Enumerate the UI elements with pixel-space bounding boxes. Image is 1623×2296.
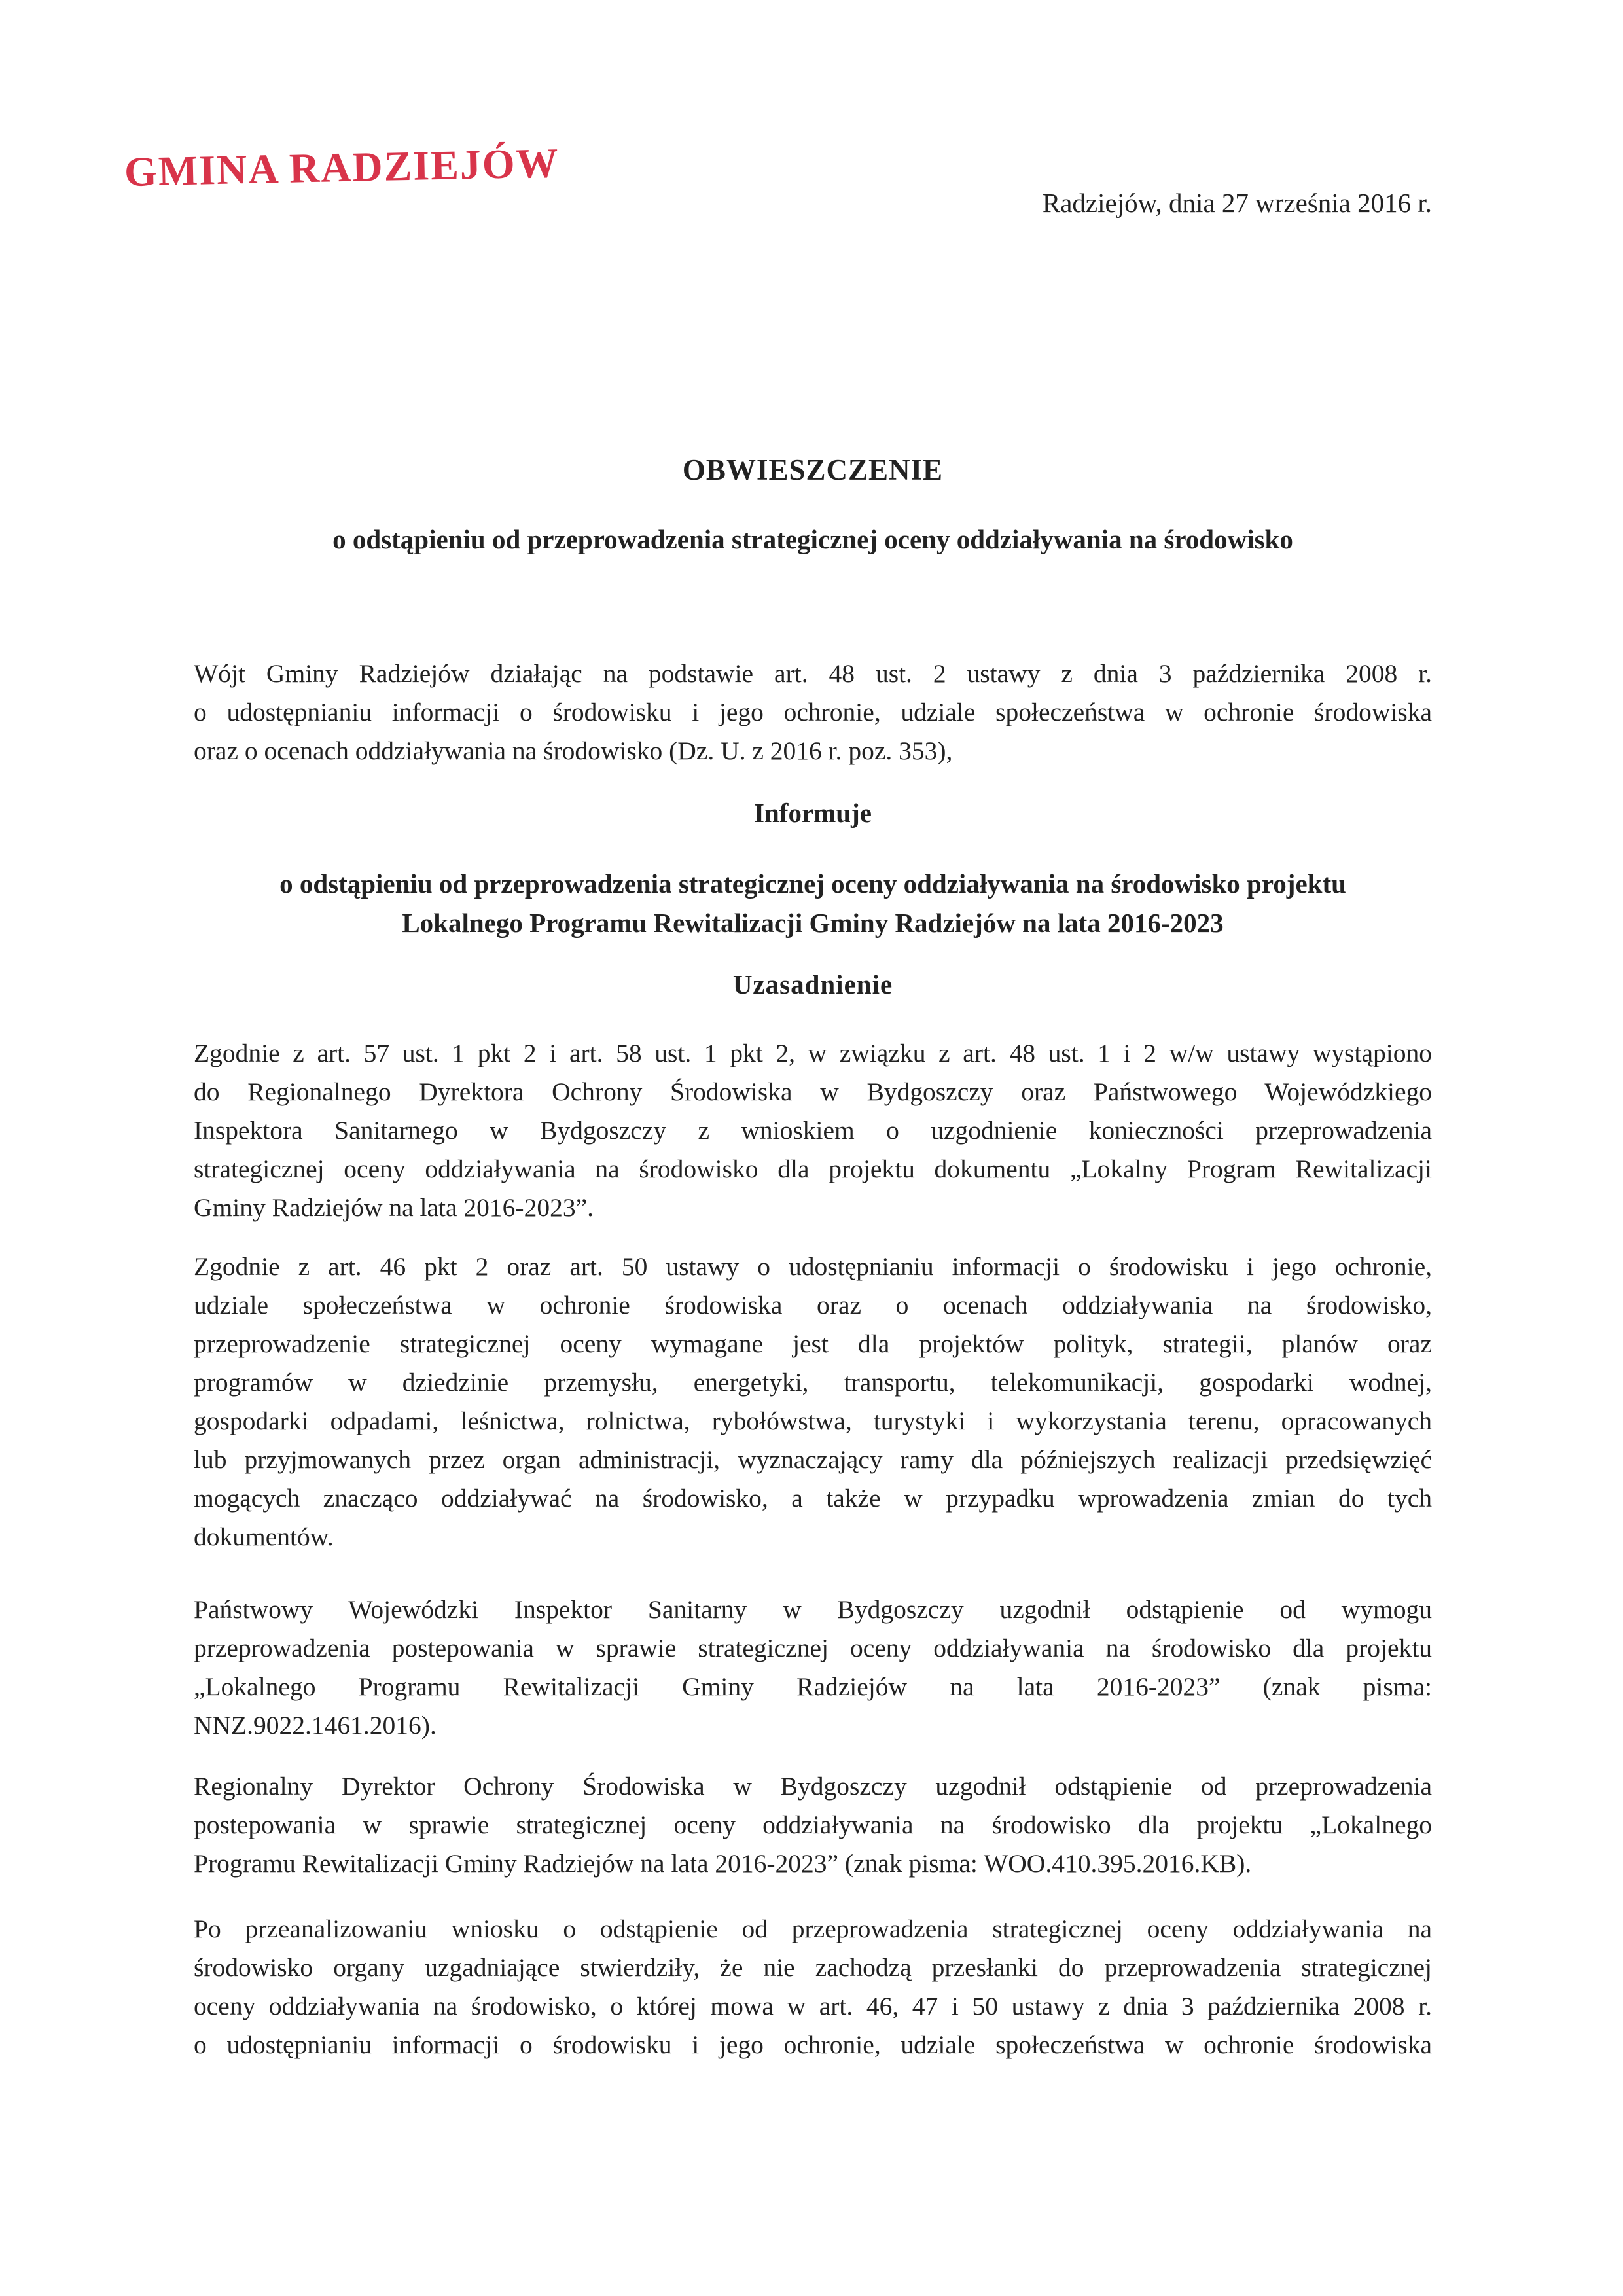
informuje-heading: Informuje [754,798,872,828]
justification-paragraph-1 [194,1034,1432,1227]
text-line: środowisko organy uzgadniające stwierdziły, że nie zachodzą przesłanki do przeprowadzenia strategicznej [194,1953,1432,1982]
text-line: udziale społeczeństwa w ochronie środowiska oraz o ocenach oddziaływania na środowisko, [194,1291,1432,1319]
text-line: oceny oddziaływania na środowisko, o której mowa w art. 46, 47 i 50 ustawy z dnia 3 października 2008 r. [194,1992,1432,2020]
place-date: Radziejów, dnia 27 września 2016 r. [1042,188,1432,218]
text-line: Po przeanalizowaniu wniosku o odstąpienie od przeprowadzenia strategicznej oceny oddziaływania na [194,1914,1432,1943]
text-line: Wójt Gminy Radziejów działając na podstawie art. 48 ust. 2 ustawy z dnia 3 października 2008 r. [194,659,1432,688]
decision-statement [194,864,1432,942]
decision-line: Lokalnego Programu Rewitalizacji Gminy Radziejów na lata 2016-2023 [402,908,1224,938]
text-line: gospodarki odpadami, leśnictwa, rolnictwa, rybołówstwa, turystyki i wykorzystania terenu, opracowanych [194,1407,1432,1435]
text-line: Regionalny Dyrektor Ochrony Środowiska w Bydgoszczy uzgodnił odstąpienie od przeprowadzenia [194,1772,1432,1801]
text-line: Programu Rewitalizacji Gminy Radziejów na lata 2016-2023” (znak pisma: WOO.410.395.2016.KB). [194,1849,1252,1878]
justification-paragraph-4 [194,1767,1432,1883]
text-line: przeprowadzenie strategicznej oceny wymagane jest dla projektów polityk, strategii, planów oraz [194,1329,1432,1358]
intro-paragraph [194,655,1432,770]
text-line: „Lokalnego Programu Rewitalizacji Gminy Radziejów na lata 2016-2023” (znak pisma: [194,1672,1432,1701]
text-line: o udostępnianiu informacji o środowisku i jego ochronie, udziale społeczeństwa w ochronie środowiska [194,2030,1432,2059]
text-line: Zgodnie z art. 57 ust. 1 pkt 2 i art. 58 ust. 1 pkt 2, w związku z art. 48 ust. 1 i 2 w/w ustawy wystąpiono [194,1039,1432,1067]
text-line: mogących znacząco oddziaływać na środowisko, a także w przypadku wprowadzenia zmian do tych [194,1484,1432,1513]
justification-heading: Uzasadnienie [732,969,893,999]
text-line: programów w dziedzinie przemysłu, energetyki, transportu, telekomunikacji, gospodarki wodnej, [194,1368,1432,1397]
document-title: OBWIESZCZENIE [682,454,944,486]
text-line: lub przyjmowanych przez organ administracji, wyznaczający ramy dla późniejszych realizacji przedsięwzięć [194,1445,1432,1474]
decision-line: o odstąpieniu od przeprowadzenia strategicznej oceny oddziaływania na środowisko projektu [279,869,1346,899]
justification-paragraph-2 [194,1247,1432,1556]
justification-paragraph-3 [194,1590,1432,1745]
text-line: Gminy Radziejów na lata 2016-2023”. [194,1193,594,1222]
municipality-stamp: GMINA RADZIEJÓW [124,139,560,195]
text-line: Państwowy Wojewódzki Inspektor Sanitarny w Bydgoszczy uzgodnił odstąpienie od wymogu [194,1595,1432,1624]
justification-paragraph-5 [194,1910,1432,2064]
text-line: dokumentów. [194,1522,334,1551]
text-line: oraz o ocenach oddziaływania na środowisko (Dz. U. z 2016 r. poz. 353), [194,736,953,765]
text-line: strategicznej oceny oddziaływania na środowisko dla projektu dokumentu „Lokalny Program Rewitalizacji [194,1155,1432,1183]
text-line: NNZ.9022.1461.2016). [194,1711,437,1740]
text-line: do Regionalnego Dyrektora Ochrony Środowiska w Bydgoszczy oraz Państwowego Wojewódzkiego [194,1077,1432,1106]
text-line: Inspektora Sanitarnego w Bydgoszczy z wnioskiem o uzgodnienie konieczności przeprowadzenia [194,1116,1432,1145]
text-line: Zgodnie z art. 46 pkt 2 oraz art. 50 ustawy o udostępnianiu informacji o środowisku i jego ochronie, [194,1252,1432,1281]
text-line: o udostępnianiu informacji o środowisku i jego ochronie, udziale społeczeństwa w ochronie środowiska [194,698,1432,726]
text-line: przeprowadzenia postepowania w sprawie strategicznej oceny oddziaływania na środowisko dla projektu [194,1634,1432,1662]
document-subtitle: o odstąpieniu od przeprowadzenia strategicznej oceny oddziaływania na środowisko [332,524,1293,554]
text-line: postepowania w sprawie strategicznej oceny oddziaływania na środowisko dla projektu „Lokalnego [194,1810,1432,1839]
